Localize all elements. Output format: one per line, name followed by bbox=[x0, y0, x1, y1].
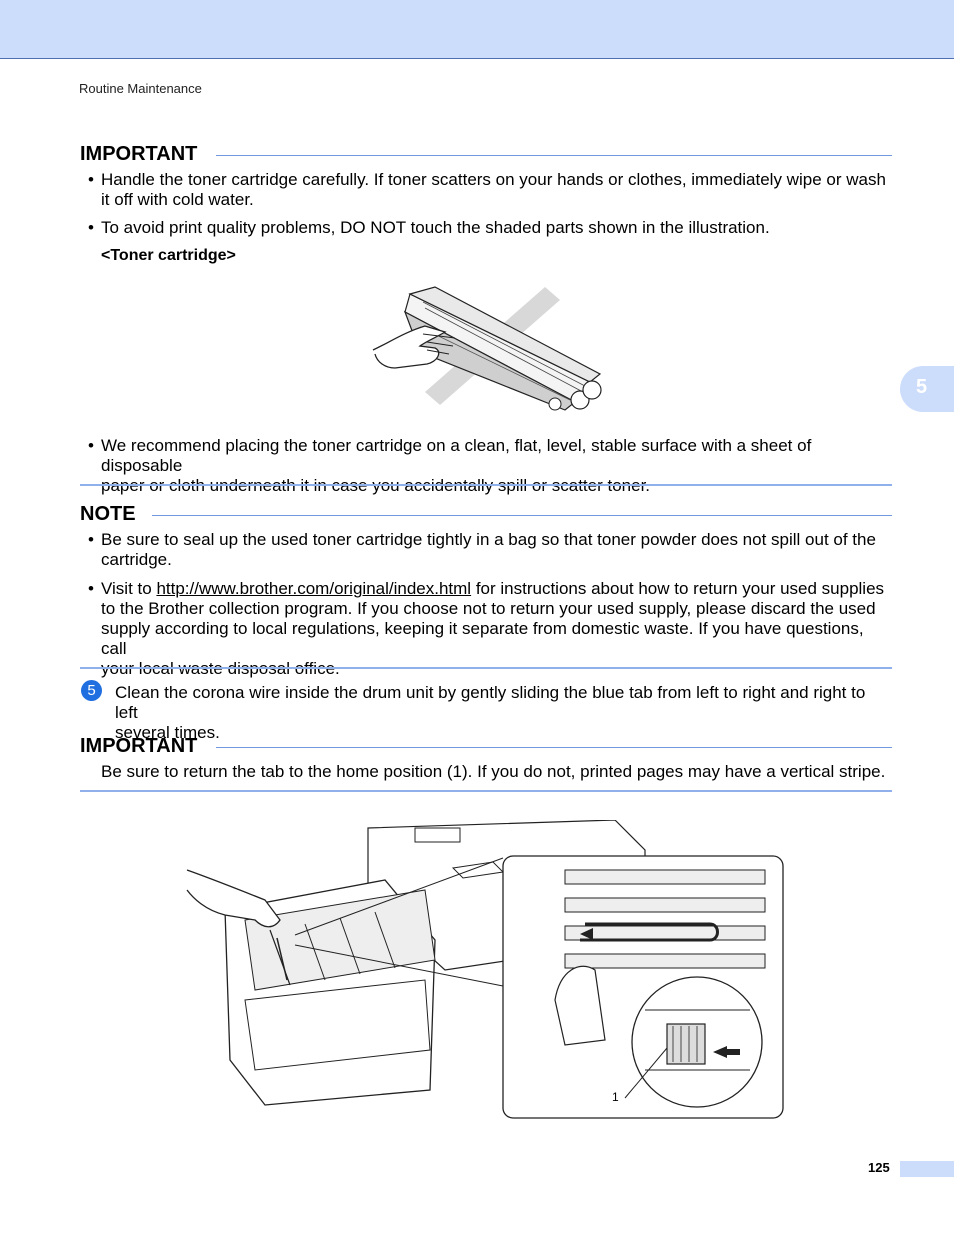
drum-unit-illustration bbox=[185, 820, 787, 1122]
text-line: Handle the toner cartridge carefully. If toner scatters on your hands or clothes, immediately wipe or wash bbox=[101, 170, 886, 189]
bullet-symbol: • bbox=[88, 218, 94, 237]
chapter-number: 5 bbox=[916, 376, 928, 398]
important-heading: IMPORTANT bbox=[80, 143, 198, 165]
bullet-symbol: • bbox=[88, 436, 94, 455]
section-divider bbox=[80, 790, 892, 792]
heading-rule bbox=[152, 515, 892, 516]
text-line: it off with cold water. bbox=[101, 190, 254, 209]
bullet-text bbox=[101, 530, 891, 570]
text-line: several times. bbox=[115, 723, 220, 742]
important-text: Be sure to return the tab to the home position (1). If you do not, printed pages may have a vertical stripe. bbox=[101, 762, 886, 781]
text-line: your local waste disposal office. bbox=[101, 659, 340, 678]
step-text bbox=[115, 683, 891, 743]
bullet-symbol: • bbox=[88, 530, 94, 549]
running-head: Routine Maintenance bbox=[79, 81, 202, 96]
callout-label: 1 bbox=[612, 1090, 619, 1104]
bullet-text bbox=[101, 579, 891, 679]
section-divider bbox=[80, 667, 892, 669]
bullet-symbol: • bbox=[88, 170, 94, 189]
text-line: supply according to local regulations, keeping it separate from domestic waste. If you have questions, call bbox=[101, 619, 864, 658]
step-number-badge: 5 bbox=[81, 680, 102, 701]
bullet-text bbox=[101, 170, 891, 210]
brother-recycling-link[interactable]: http://www.brother.com/original/index.html bbox=[156, 579, 472, 598]
text-line: to the Brother collection program. If you choose not to return your used supply, please discard the used bbox=[101, 599, 876, 618]
important-heading: IMPORTANT bbox=[80, 735, 198, 757]
bullet-text bbox=[101, 218, 891, 238]
heading-rule bbox=[216, 155, 892, 156]
heading-rule bbox=[216, 747, 892, 748]
bullet-symbol: • bbox=[88, 579, 94, 598]
bullet-text bbox=[101, 436, 891, 496]
text-line: cartridge. bbox=[101, 550, 172, 569]
text-line: We recommend placing the toner cartridge on a clean, flat, level, stable surface with a sheet of disposable bbox=[101, 436, 812, 475]
figure-caption: <Toner cartridge> bbox=[101, 247, 236, 264]
chapter-tab bbox=[900, 366, 954, 412]
text-line: To avoid print quality problems, DO NOT touch the shaded parts shown in the illustration. bbox=[101, 218, 770, 237]
text-line: Clean the corona wire inside the drum unit by gently sliding the blue tab from left to right and right to left bbox=[115, 683, 866, 722]
text-line bbox=[101, 579, 891, 599]
page-number: 125 bbox=[868, 1160, 890, 1175]
header-band bbox=[0, 0, 954, 59]
text-line: paper or cloth underneath it in case you accidentally spill or scatter toner. bbox=[101, 476, 651, 495]
footer-tab bbox=[900, 1161, 954, 1177]
section-divider bbox=[80, 484, 892, 486]
text-line: Be sure to seal up the used toner cartridge tightly in a bag so that toner powder does not spill out of the bbox=[101, 530, 876, 549]
text-span: for instructions about how to return your used supplies bbox=[471, 579, 885, 598]
text-span: Visit to bbox=[101, 579, 157, 598]
note-heading: NOTE bbox=[80, 503, 136, 525]
toner-cartridge-illustration bbox=[365, 282, 615, 420]
